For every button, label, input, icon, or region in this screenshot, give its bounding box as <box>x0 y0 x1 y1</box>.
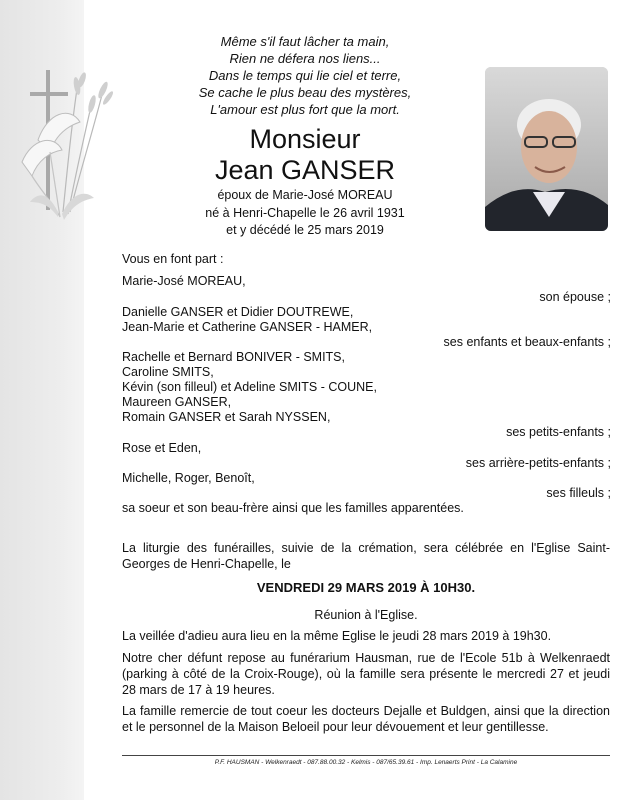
poem-line: Se cache le plus beau des mystères, <box>198 85 412 100</box>
poem-line: Dans le temps qui lie ciel et terre, <box>208 68 402 83</box>
grandchild-line: Romain GANSER et Sarah NYSSEN, <box>122 410 331 424</box>
deceased-name: Jean GANSER <box>214 155 396 185</box>
godchildren-line: Michelle, Roger, Benoît, <box>122 471 255 485</box>
portrait-photo <box>485 67 608 231</box>
godchildren-role: ses filleuls ; <box>546 486 611 500</box>
poem-line: Même s'il faut lâcher ta main, <box>220 34 390 49</box>
spouse-line: époux de Marie-José MOREAU <box>217 188 393 202</box>
grandchild-line: Maureen GANSER, <box>122 395 232 409</box>
rest-paragraph: Notre cher défunt repose au funérarium Hausman, rue de l'Ecole 51b à Welkenraedt (parking à côté de la Croix-Rouge), où la famille sera présente le mercredi 27 et jeudi 28 mars de 17 à 19 heures. <box>122 651 610 697</box>
spouse-role: son épouse ; <box>539 290 611 304</box>
families-line: sa soeur et son beau-frère ainsi que les familles apparentées. <box>122 501 464 515</box>
grandchild-line: Kévin (son filleul) et Adeline SMITS - COUNE, <box>122 380 377 394</box>
child-line: Danielle GANSER et Didier DOUTREWE, <box>122 305 354 319</box>
funeral-date: VENDREDI 29 MARS 2019 À 10H30. <box>256 580 476 595</box>
children-role: ses enfants et beaux-enfants ; <box>443 335 611 349</box>
birth-line: né à Henri-Chapelle le 26 avril 1931 <box>205 206 405 220</box>
deceased-title: Monsieur <box>249 124 361 154</box>
footer-divider <box>122 755 610 756</box>
vigil-paragraph: La veillée d'adieu aura lieu en la même Eglise le jeudi 28 mars 2019 à 19h30. <box>122 629 552 643</box>
spouse-name: Marie-José MOREAU, <box>122 274 246 288</box>
grandchild-line: Rachelle et Bernard BONIVER - SMITS, <box>122 350 345 364</box>
great-grandchildren-role: ses arrière-petits-enfants ; <box>465 456 611 470</box>
poem-line: Rien ne défera nos liens... <box>229 51 381 66</box>
grandchildren-role: ses petits-enfants ; <box>506 425 611 439</box>
cross-lily-emblem <box>8 42 138 232</box>
poem <box>180 33 430 118</box>
grandchild-line: Caroline SMITS, <box>122 365 214 379</box>
child-line: Jean-Marie et Catherine GANSER - HAMER, <box>122 320 373 334</box>
poem-line: L'amour est plus fort que la mort. <box>210 102 400 117</box>
death-line: et y décédé le 25 mars 2019 <box>226 223 384 237</box>
great-grandchildren-line: Rose et Eden, <box>122 441 202 455</box>
footer-credits: P.F. HAUSMAN - Welkenraedt - 087.88.00.32 - Kelmis - 087/65.39.61 - Imp. Lenaerts Print - La Calamine <box>214 759 518 766</box>
intro-line: Vous en font part : <box>122 252 224 266</box>
thanks-paragraph: La famille remercie de tout coeur les docteurs Dejalle et Buldgen, ainsi que la direction et le personnel de la Maison Beloeil pour leur dévouement et leur gentillesse. <box>122 704 610 734</box>
meeting-line: Réunion à l'Eglise. <box>314 608 418 622</box>
liturgy-paragraph: La liturgie des funérailles, suivie de la crémation, sera célébrée en l'Eglise Saint-Georges de Henri-Chapelle, le <box>122 541 610 571</box>
